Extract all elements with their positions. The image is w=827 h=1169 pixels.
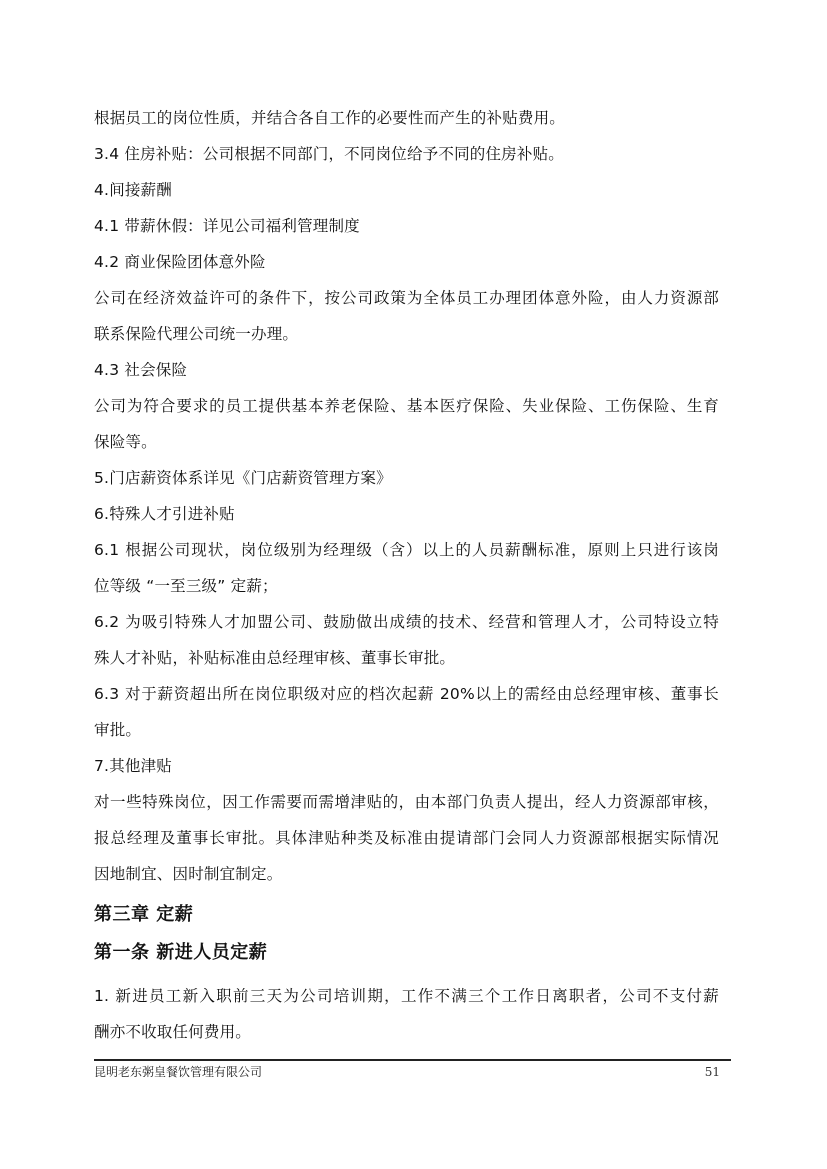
footer-divider bbox=[94, 1059, 731, 1061]
paragraph-line: 审批。 bbox=[94, 721, 142, 739]
section-title: 7.其他津贴 bbox=[94, 757, 172, 775]
paragraph-line: 1. 新进员工新入职前三天为公司培训期，工作不满三个工作日离职者，公司不支付薪 bbox=[94, 987, 719, 1005]
subsection-title: 4.2 商业保险团体意外险 bbox=[94, 253, 266, 271]
chapter-heading: 第三章 定薪 bbox=[94, 904, 194, 925]
paragraph-line: 联系保险代理公司统一办理。 bbox=[94, 325, 299, 343]
paragraph-line: 保险等。 bbox=[94, 433, 157, 451]
paragraph-line: 4.1 带薪休假：详见公司福利管理制度 bbox=[94, 217, 360, 235]
section-title: 5.门店薪资体系详见《门店薪资管理方案》 bbox=[94, 469, 392, 487]
paragraph-line: 6.1 根据公司现状，岗位级别为经理级（含）以上的人员薪酬标准，原则上只进行该岗 bbox=[94, 541, 719, 559]
paragraph-line: 公司为符合要求的员工提供基本养老保险、基本医疗保险、失业保险、工伤保险、生育 bbox=[94, 397, 719, 415]
paragraph-line: 对一些特殊岗位，因工作需要而需增津贴的，由本部门负责人提出，经人力资源部审核， bbox=[94, 793, 719, 811]
paragraph-line: 因地制宜、因时制宜制定。 bbox=[94, 865, 283, 883]
paragraph-line: 酬亦不收取任何费用。 bbox=[94, 1023, 252, 1041]
paragraph-line: 6.3 对于薪资超出所在岗位职级对应的档次起薪 20%以上的需经由总经理审核、董事长 bbox=[94, 685, 719, 703]
section-title: 4.间接薪酬 bbox=[94, 181, 172, 199]
article-heading: 第一条 新进人员定薪 bbox=[94, 942, 268, 963]
paragraph-line: 殊人才补贴，补贴标准由总经理审核、董事长审批。 bbox=[94, 649, 456, 667]
subsection-title: 4.3 社会保险 bbox=[94, 361, 188, 379]
paragraph-line: 根据员工的岗位性质，并结合各自工作的必要性而产生的补贴费用。 bbox=[94, 109, 566, 127]
paragraph-line: 公司在经济效益许可的条件下，按公司政策为全体员工办理团体意外险，由人力资源部 bbox=[94, 289, 719, 307]
section-title: 6.特殊人才引进补贴 bbox=[94, 505, 235, 523]
paragraph-line: 6.2 为吸引特殊人才加盟公司、鼓励做出成绩的技术、经营和管理人才，公司特设立特 bbox=[94, 613, 719, 631]
paragraph-line: 位等级 “一至三级” 定薪； bbox=[94, 577, 278, 595]
page-number: 51 bbox=[704, 1065, 720, 1079]
footer-company-name: 昆明老东粥皇餐饮管理有限公司 bbox=[94, 1065, 263, 1079]
paragraph-line: 报总经理及董事长审批。具体津贴种类及标准由提请部门会同人力资源部根据实际情况 bbox=[94, 829, 719, 847]
paragraph-line: 3.4 住房补贴：公司根据不同部门，不同岗位给予不同的住房补贴。 bbox=[94, 145, 564, 163]
